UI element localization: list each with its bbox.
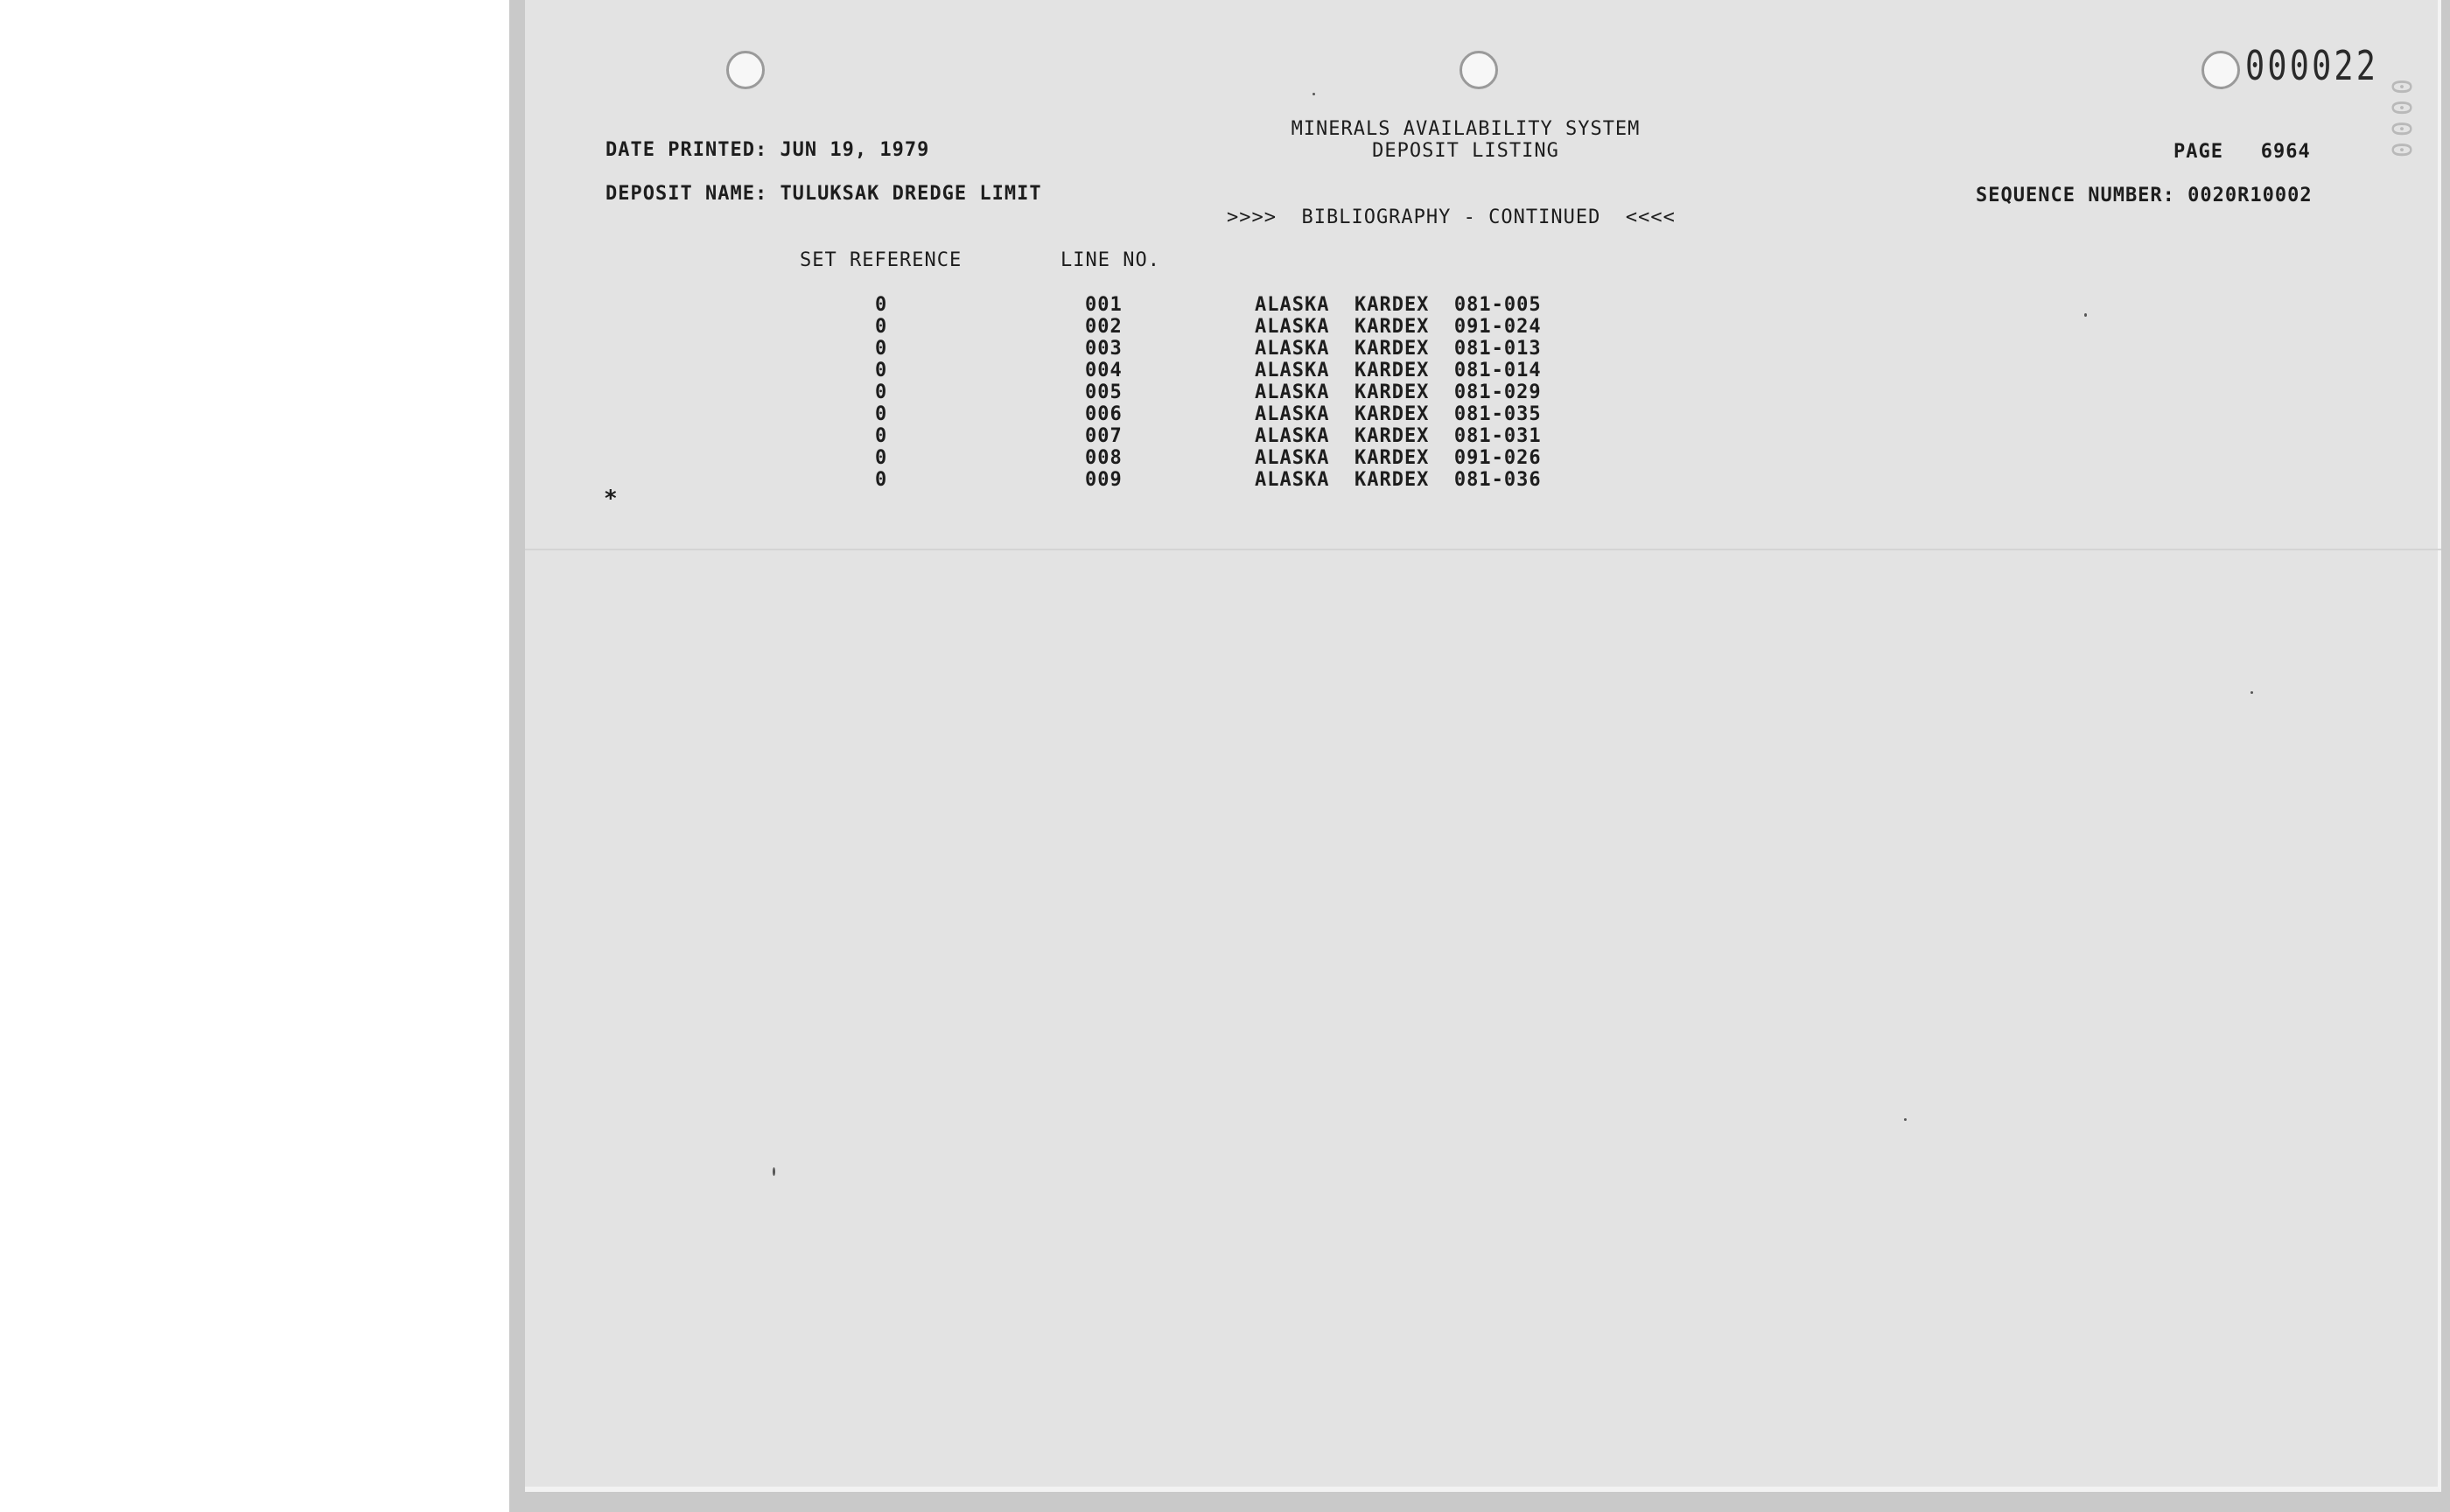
table-row [0,338,2450,360]
end-marker: * [604,486,619,512]
table-row [0,316,2450,338]
line-number-cell: 005 [1085,382,1123,403]
reference-cell: ALASKA KARDEX 091-024 [1255,316,1542,338]
set-reference-cell: 0 [875,338,887,360]
line-number-cell: 008 [1085,447,1123,469]
table-row [0,403,2450,425]
reference-cell: ALASKA KARDEX 081-029 [1255,382,1542,403]
set-reference-cell: 0 [875,447,887,469]
line-number-cell: 007 [1085,425,1123,447]
date-printed-value: JUN 19, 1979 [780,139,930,161]
table-row [0,469,2450,491]
scan-speck [773,1167,775,1176]
page-label: PAGE [2174,141,2223,163]
line-number-cell: 001 [1085,294,1123,316]
reference-cell: ALASKA KARDEX 081-035 [1255,403,1542,425]
column-header-line-no: LINE NO. [1060,249,1160,271]
set-reference-cell: 0 [875,469,887,491]
date-printed-label: DATE PRINTED: [606,139,768,161]
sequence-value: 0020R10002 [2188,185,2313,206]
scan-speck [1904,1118,1907,1121]
line-number-cell: 003 [1085,338,1123,360]
table-row [0,382,2450,403]
set-reference-cell: 0 [875,316,887,338]
punch-hole-left [726,51,765,89]
reference-cell: ALASKA KARDEX 081-014 [1255,360,1542,382]
table-row [0,447,2450,469]
document-stamp-number: 000022 [2245,42,2379,89]
scan-speck [2250,691,2253,694]
column-header-set-reference: SET REFERENCE [800,249,962,271]
deposit-name-label: DEPOSIT NAME: [606,183,768,205]
table-row [0,425,2450,447]
set-reference-cell: 0 [875,294,887,316]
reference-cell: ALASKA KARDEX 081-005 [1255,294,1542,316]
set-reference-cell: 0 [875,382,887,403]
scan-speck [2084,313,2087,317]
system-title: MINERALS AVAILABILITY SYSTEM [1291,118,1641,140]
listing-title: DEPOSIT LISTING [1372,140,1559,162]
reference-cell: ALASKA KARDEX 091-026 [1255,447,1542,469]
line-number-cell: 006 [1085,403,1123,425]
set-reference-cell: 0 [875,403,887,425]
line-number-cell: 009 [1085,469,1123,491]
bibliography-table [0,294,2450,491]
deposit-name-value: TULUKSAK DREDGE LIMIT [780,183,1042,205]
reference-cell: ALASKA KARDEX 081-036 [1255,469,1542,491]
section-title: >>>> BIBLIOGRAPHY - CONTINUED <<<< [1227,206,1676,228]
page-value: 6964 [2260,141,2311,163]
reference-cell: ALASKA KARDEX 081-031 [1255,425,1542,447]
table-row [0,360,2450,382]
set-reference-cell: 0 [875,360,887,382]
page-number [2174,142,2311,163]
sequence-label: SEQUENCE NUMBER: [1976,185,2175,206]
line-number-cell: 002 [1085,316,1123,338]
line-number-cell: 004 [1085,360,1123,382]
table-row [0,294,2450,316]
set-reference-cell: 0 [875,425,887,447]
punch-hole-center [1460,51,1498,89]
edge-bleed-mark: 0000 [2385,79,2416,164]
punch-hole-right [2202,51,2240,89]
deposit-name [606,184,1042,205]
reference-cell: ALASKA KARDEX 081-013 [1255,338,1542,360]
sequence-number [1976,186,2313,206]
date-printed [606,140,929,161]
fold-line [525,549,2441,550]
scan-speck [1312,93,1315,95]
